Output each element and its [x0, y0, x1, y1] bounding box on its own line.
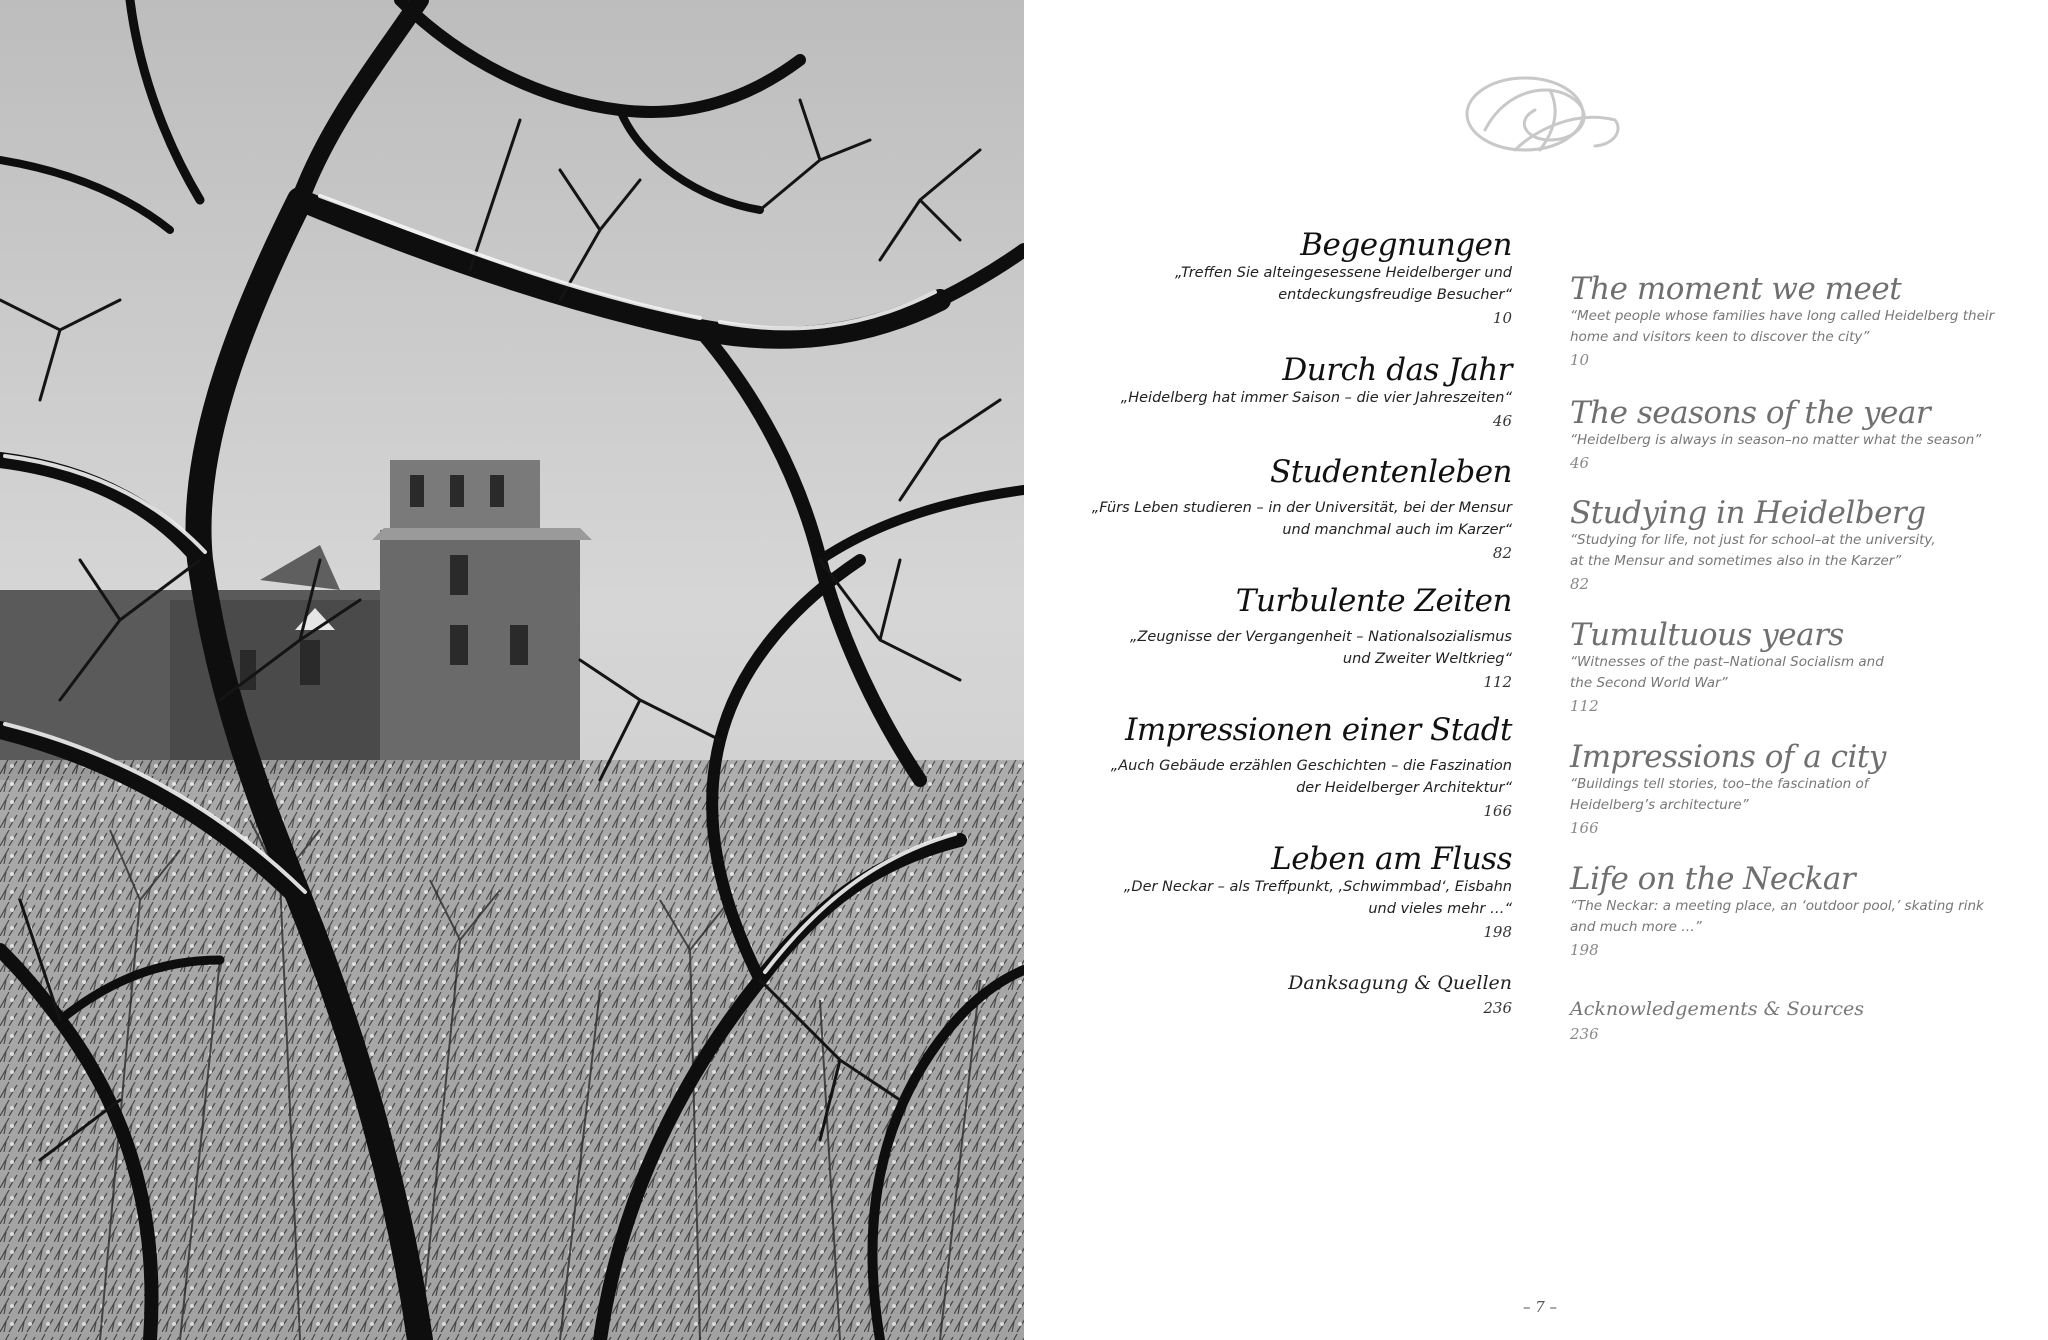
toc-entry-title: Begegnungen: [1300, 227, 1512, 263]
toc-entry-de[interactable]: [1060, 584, 1512, 694]
toc-entry-description: and much more …”: [1570, 919, 1702, 935]
toc-entry-description: “Meet people whose families have long called Heidelberg their: [1570, 308, 1995, 324]
toc-entry-en[interactable]: [1570, 272, 2010, 372]
toc-entry-de[interactable]: [1060, 353, 1512, 433]
toc-entry-description: und Zweiter Weltkrieg“: [1342, 651, 1512, 667]
toc-entry-description: home and visitors keen to discover the city”: [1570, 329, 1870, 345]
toc-entry-description: “Heidelberg is always in season–no matter what the season”: [1570, 432, 1982, 448]
toc-entry-de[interactable]: [1060, 455, 1512, 565]
toc-entry-description: „Heidelberg hat immer Saison – die vier Jahreszeiten“: [1120, 390, 1512, 406]
flourish-ornament-icon: [1455, 70, 1625, 160]
toc-entry-description: the Second World War”: [1570, 675, 1728, 691]
toc-entry-description: „Zeugnisse der Vergangenheit – Nationalsozialismus: [1129, 629, 1512, 645]
toc-entry-description: und vieles mehr …“: [1368, 901, 1512, 917]
toc-entry-description: der Heidelberger Architektur“: [1296, 780, 1512, 796]
toc-entry-description: “Witnesses of the past–National Socialism and: [1570, 654, 1884, 670]
toc-entry-page: 46: [1492, 412, 1512, 430]
toc-entry-title: Leben am Fluss: [1271, 841, 1512, 877]
toc-entry-title: Impressions of a city: [1570, 739, 1886, 775]
toc-entry-en[interactable]: [1570, 396, 2010, 475]
toc-entry-en-acknowledgements[interactable]: [1570, 996, 2010, 1046]
toc-entry-de[interactable]: [1060, 713, 1512, 823]
toc-entry-page: 112: [1570, 697, 1599, 715]
toc-entry-page: 10: [1570, 351, 1590, 369]
toc-entry-description: Heidelberg’s architecture”: [1570, 797, 1749, 813]
toc-entry-page: 10: [1492, 309, 1512, 327]
page-number: – 7 –: [1522, 1298, 1558, 1316]
toc-entry-page: 112: [1483, 673, 1512, 691]
toc-entry-page: 166: [1483, 802, 1512, 820]
toc-entry-page: 236: [1570, 1025, 1599, 1043]
toc-entry-description: „Der Neckar – als Treffpunkt, ‚Schwimmbad‘, Eisbahn: [1123, 879, 1512, 895]
toc-entry-title: Durch das Jahr: [1282, 352, 1512, 388]
toc-entry-description: „Fürs Leben studieren – in der Universität, bei der Mensur: [1091, 500, 1512, 516]
toc-entry-page: 236: [1483, 999, 1512, 1017]
toc-entry-de[interactable]: [1060, 842, 1512, 944]
toc-entry-de-acknowledgements[interactable]: [1060, 970, 1512, 1020]
toc-entry-de[interactable]: [1060, 228, 1512, 330]
toc-entry-title: Turbulente Zeiten: [1235, 583, 1512, 619]
toc-entry-description: und manchmal auch im Karzer“: [1282, 522, 1512, 538]
toc-entry-en[interactable]: [1570, 618, 2010, 718]
toc-entry-title: Studentenleben: [1270, 454, 1512, 490]
toc-entry-title: Acknowledgements & Sources: [1570, 998, 1864, 1020]
toc-entry-en[interactable]: [1570, 740, 2010, 840]
toc-entry-description: entdeckungsfreudige Besucher“: [1278, 287, 1512, 303]
toc-entry-page: 82: [1570, 575, 1590, 593]
toc-entry-title: Life on the Neckar: [1570, 861, 1856, 897]
toc-entry-page: 166: [1570, 819, 1599, 837]
toc-entry-en[interactable]: [1570, 496, 2010, 596]
toc-entry-page: 46: [1570, 454, 1590, 472]
toc-entry-title: Studying in Heidelberg: [1570, 495, 1926, 531]
toc-entry-page: 198: [1570, 941, 1599, 959]
toc-entry-title: Danksagung & Quellen: [1288, 972, 1512, 994]
toc-entry-description: “The Neckar: a meeting place, an ‘outdoor pool,’ skating rink: [1570, 898, 1984, 914]
toc-entry-description: „Treffen Sie alteingesessene Heidelberger und: [1175, 265, 1512, 281]
toc-entry-title: Tumultuous years: [1570, 617, 1844, 653]
toc-entry-page: 82: [1492, 544, 1512, 562]
toc-entry-description: at the Mensur and sometimes also in the Karzer”: [1570, 553, 1902, 569]
toc-entry-description: “Studying for life, not just for school–at the university,: [1570, 532, 1936, 548]
toc-entry-title: Impressionen einer Stadt: [1125, 712, 1512, 748]
toc-entry-description: “Buildings tell stories, too–the fascination of: [1570, 776, 1869, 792]
toc-entry-en[interactable]: [1570, 862, 2010, 962]
toc-entry-title: The seasons of the year: [1570, 395, 1931, 431]
toc-entry-page: 198: [1483, 923, 1512, 941]
toc-entry-description: „Auch Gebäude erzählen Geschichten – die Faszination: [1110, 758, 1512, 774]
toc-entry-title: The moment we meet: [1570, 271, 1902, 307]
